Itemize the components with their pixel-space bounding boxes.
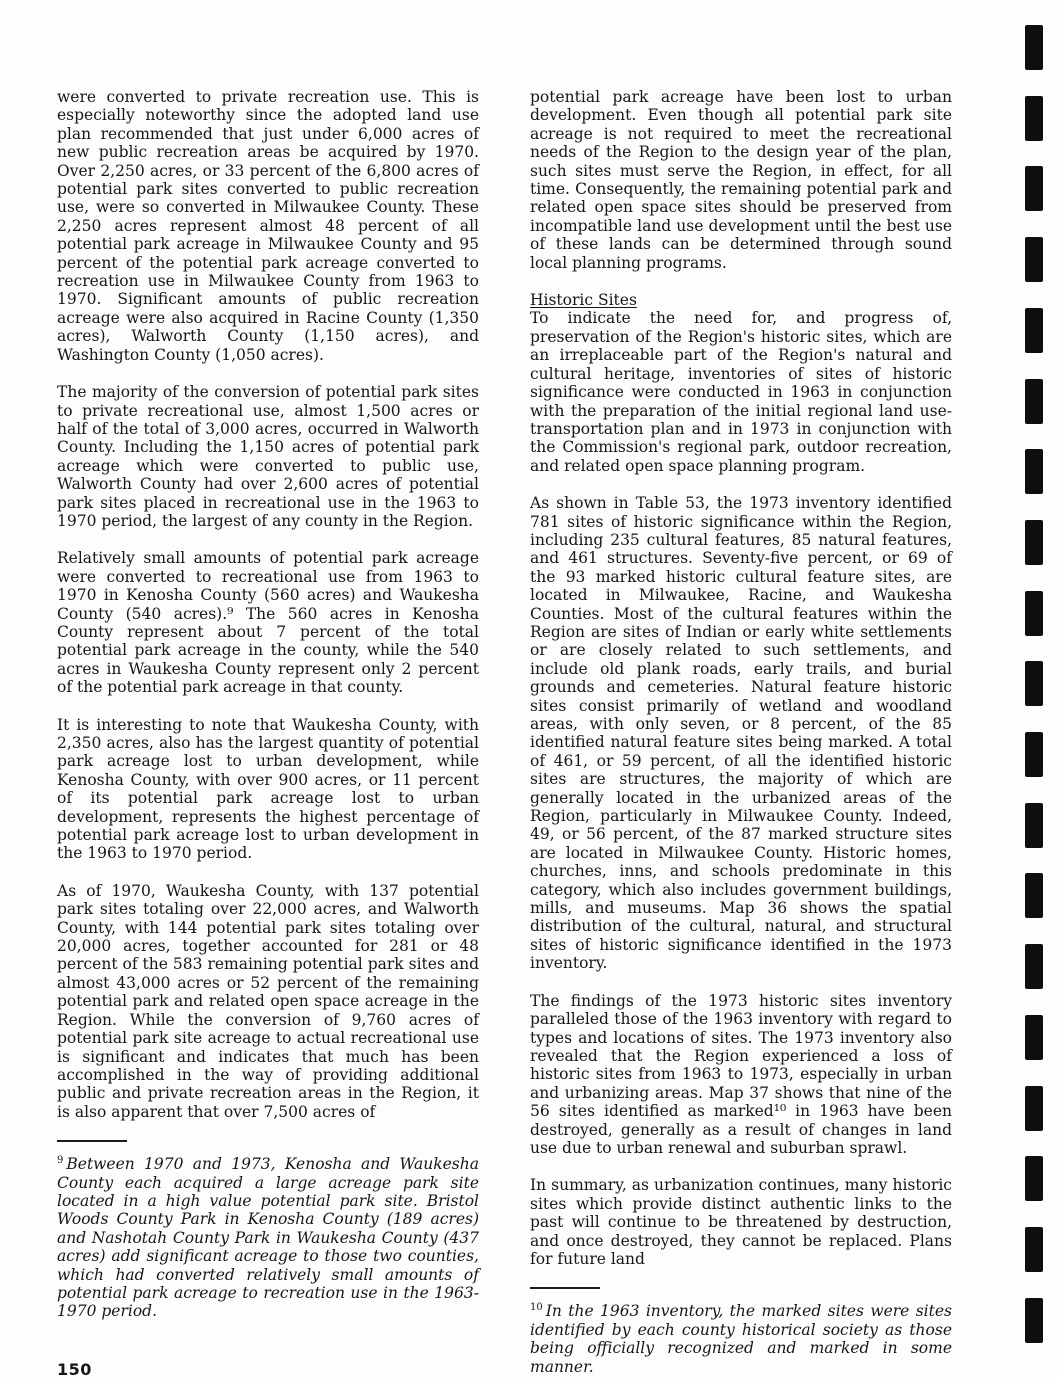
footnote-text	[530, 1302, 952, 1376]
footnote-body: In the 1963 inventory, the marked sites were sites identified by each county historical society as those being officially recognized and marked in some manner.	[530, 1302, 952, 1376]
footnote-10	[530, 1287, 952, 1376]
right-column-paragraphs	[530, 309, 952, 1268]
paragraph: The findings of the 1973 historic sites inventory paralleled those of the 1963 inventory with regard to types and locations of sites. The 1973 inventory also revealed that the Region experienced a loss of historic sites from 1963 to 1973, especially in urban and urbanizing areas. Map 37 shows that nine of the 56 sites identified as marked¹⁰ in 1963 have been destroyed, generally as a result of changes in land use due to urban renewal and suburban sprawl.	[530, 991, 952, 1157]
registration-mark	[1025, 25, 1043, 70]
registration-mark	[1025, 166, 1043, 211]
footnote-marker: 9	[57, 1154, 64, 1166]
registration-mark	[1025, 591, 1043, 636]
registration-mark	[1025, 520, 1043, 565]
registration-mark	[1025, 379, 1043, 424]
registration-mark	[1025, 732, 1043, 777]
paragraph: It is interesting to note that Waukesha County, with 2,350 acres, also has the largest quantity of potential park acreage lost to urban development, while Kenosha County, with over 900 acres, or 11 percent of its potential park acreage lost to urban development, represents the highest percentage of potential park acreage lost to urban development in the 1963 to 1970 period.	[57, 715, 479, 863]
continued-paragraph: potential park acreage have been lost to urban development. Even though all potential park site acreage is not required to meet the recreational needs of the Region to the design year of the plan, such sites must serve the Region, in effect, for all time. Consequently, the remaining potential park and related open space sites should be preserved from incompatible land use development until the best use of these lands can be determined through sound local planning programs.	[530, 88, 952, 272]
registration-mark	[1025, 944, 1043, 989]
footnote-9	[57, 1140, 479, 1321]
registration-mark	[1025, 1015, 1043, 1060]
footnote-rule	[57, 1140, 127, 1142]
footnote-text	[57, 1155, 479, 1321]
registration-mark	[1025, 308, 1043, 353]
registration-mark	[1025, 96, 1043, 141]
paragraph: Relatively small amounts of potential park acreage were converted to recreational use from 1963 to 1970 in Kenosha County (560 acres) and Waukesha County (540 acres).⁹ The 560 acres in Kenosha County represent about 7 percent of the total potential park acreage in the county, while the 540 acres in Waukesha County represent only 2 percent of the potential park acreage in that county.	[57, 549, 479, 697]
footnote-marker: 10	[530, 1302, 543, 1314]
registration-mark	[1025, 1086, 1043, 1131]
registration-mark	[1025, 1298, 1043, 1343]
registration-mark	[1025, 1156, 1043, 1201]
registration-mark	[1025, 803, 1043, 848]
footnote-body: Between 1970 and 1973, Kenosha and Waukesha County each acquired a large acreage park site located in a high value potential park site. Bristol Woods County Park in Kenosha County (189 acres) and Nashotah County Park in Waukesha County (437 acres) add significant acreage to those two counties, which had converted relatively small amounts of potential park acreage to recreation use in the 1963-1970 period.	[57, 1155, 479, 1321]
paragraph: were converted to private recreation use. This is especially noteworthy since the adopted land use plan recommended that just under 6,000 acres of new public recreation areas be acquired by 1970. Over 2,250 acres, or 33 percent of the 6,800 acres of potential park sites converted to public recreation use, were so converted in Milwaukee County. These 2,250 acres represent almost 48 percent of all potential park acreage in Milwaukee County and 95 percent of the potential park acreage converted to recreation use in Milwaukee County from 1963 to 1970. Significant amounts of public recreation acreage were also acquired in Racine County (1,350 acres), Walworth County (1,150 acres), and Washington County (1,050 acres).	[57, 88, 479, 364]
registration-mark	[1025, 237, 1043, 282]
page-number: 150	[57, 1359, 92, 1379]
footnote-rule	[530, 1287, 600, 1289]
paragraph: The majority of the conversion of potential park sites to private recreational use, almost 1,500 acres or half of the total of 3,000 acres, occurred in Walworth County. Including the 1,150 acres of potential park acreage which were converted to public use, Walworth County had over 2,600 acres of potential park sites placed in recreational use in the 1963 to 1970 period, the largest of any county in the Region.	[57, 383, 479, 530]
paragraph: In summary, as urbanization continues, many historic sites which provide distinct authentic links to the past will continue to be threatened by destruction, and once destroyed, they cannot be replaced. Plans for future land	[530, 1176, 952, 1268]
paragraph: To indicate the need for, and progress of, preservation of the Region's historic sites, which are an irreplaceable part of the Region's natural and cultural heritage, inventories of sites of historic significance were conducted in 1963 in conjunction with the preparation of the initial regional land use-transportation plan and in 1973 in conjunction with the Commission's regional park, outdoor recreation, and related open space planning program.	[530, 309, 952, 475]
registration-mark	[1025, 1227, 1043, 1272]
registration-mark	[1025, 873, 1043, 918]
paragraph: As of 1970, Waukesha County, with 137 potential park sites totaling over 22,000 acres, and Walworth County, with 144 potential park sites totaling over 20,000 acres, together accounted for 281 or 48 percent of the 583 remaining potential park sites and almost 43,000 acres or 52 percent of the remaining potential park and related open space acreage in the Region. While the conversion of 9,760 acres of potential park site acreage to actual recreational use is significant and indicates that much has been accomplished in the way of providing additional public and private recreation areas in the Region, it is also apparent that over 7,500 acres of	[57, 881, 479, 1121]
section-heading: Historic Sites	[530, 291, 637, 310]
registration-mark	[1025, 661, 1043, 706]
left-column-paragraphs	[57, 88, 479, 1121]
right-column	[530, 88, 952, 1376]
registration-mark	[1025, 449, 1043, 494]
left-column	[57, 88, 479, 1379]
paragraph: As shown in Table 53, the 1973 inventory identified 781 sites of historic significance within the Region, including 235 cultural features, 85 natural features, and 461 structures. Seventy-five percent, or 69 of the 93 marked historic cultural feature sites, are located in Milwaukee, Racine, and Waukesha Counties. Most of the cultural features within the Region are sites of Indian or early white settlements or are closely related to such settlements, and include old plank roads, early trails, and burial grounds and cemeteries. Natural feature historic sites consist primarily of wetland and woodland areas, with only seven, or 8 percent, of the 85 identified natural feature sites being marked. A total of 461, or 59 percent, of all the identified historic sites are structures, the majority of which are generally located in the urbanized areas of the Region, particularly in Milwaukee County. Indeed, 49, or 56 percent, of the 87 marked structure sites are located in Milwaukee County. Historic homes, churches, inns, and schools predominate in this category, which also includes government buildings, mills, and museums. Map 36 shows the spatial distribution of the cultural, natural, and structural sites of historic significance identified in the 1973 inventory.	[530, 494, 952, 973]
